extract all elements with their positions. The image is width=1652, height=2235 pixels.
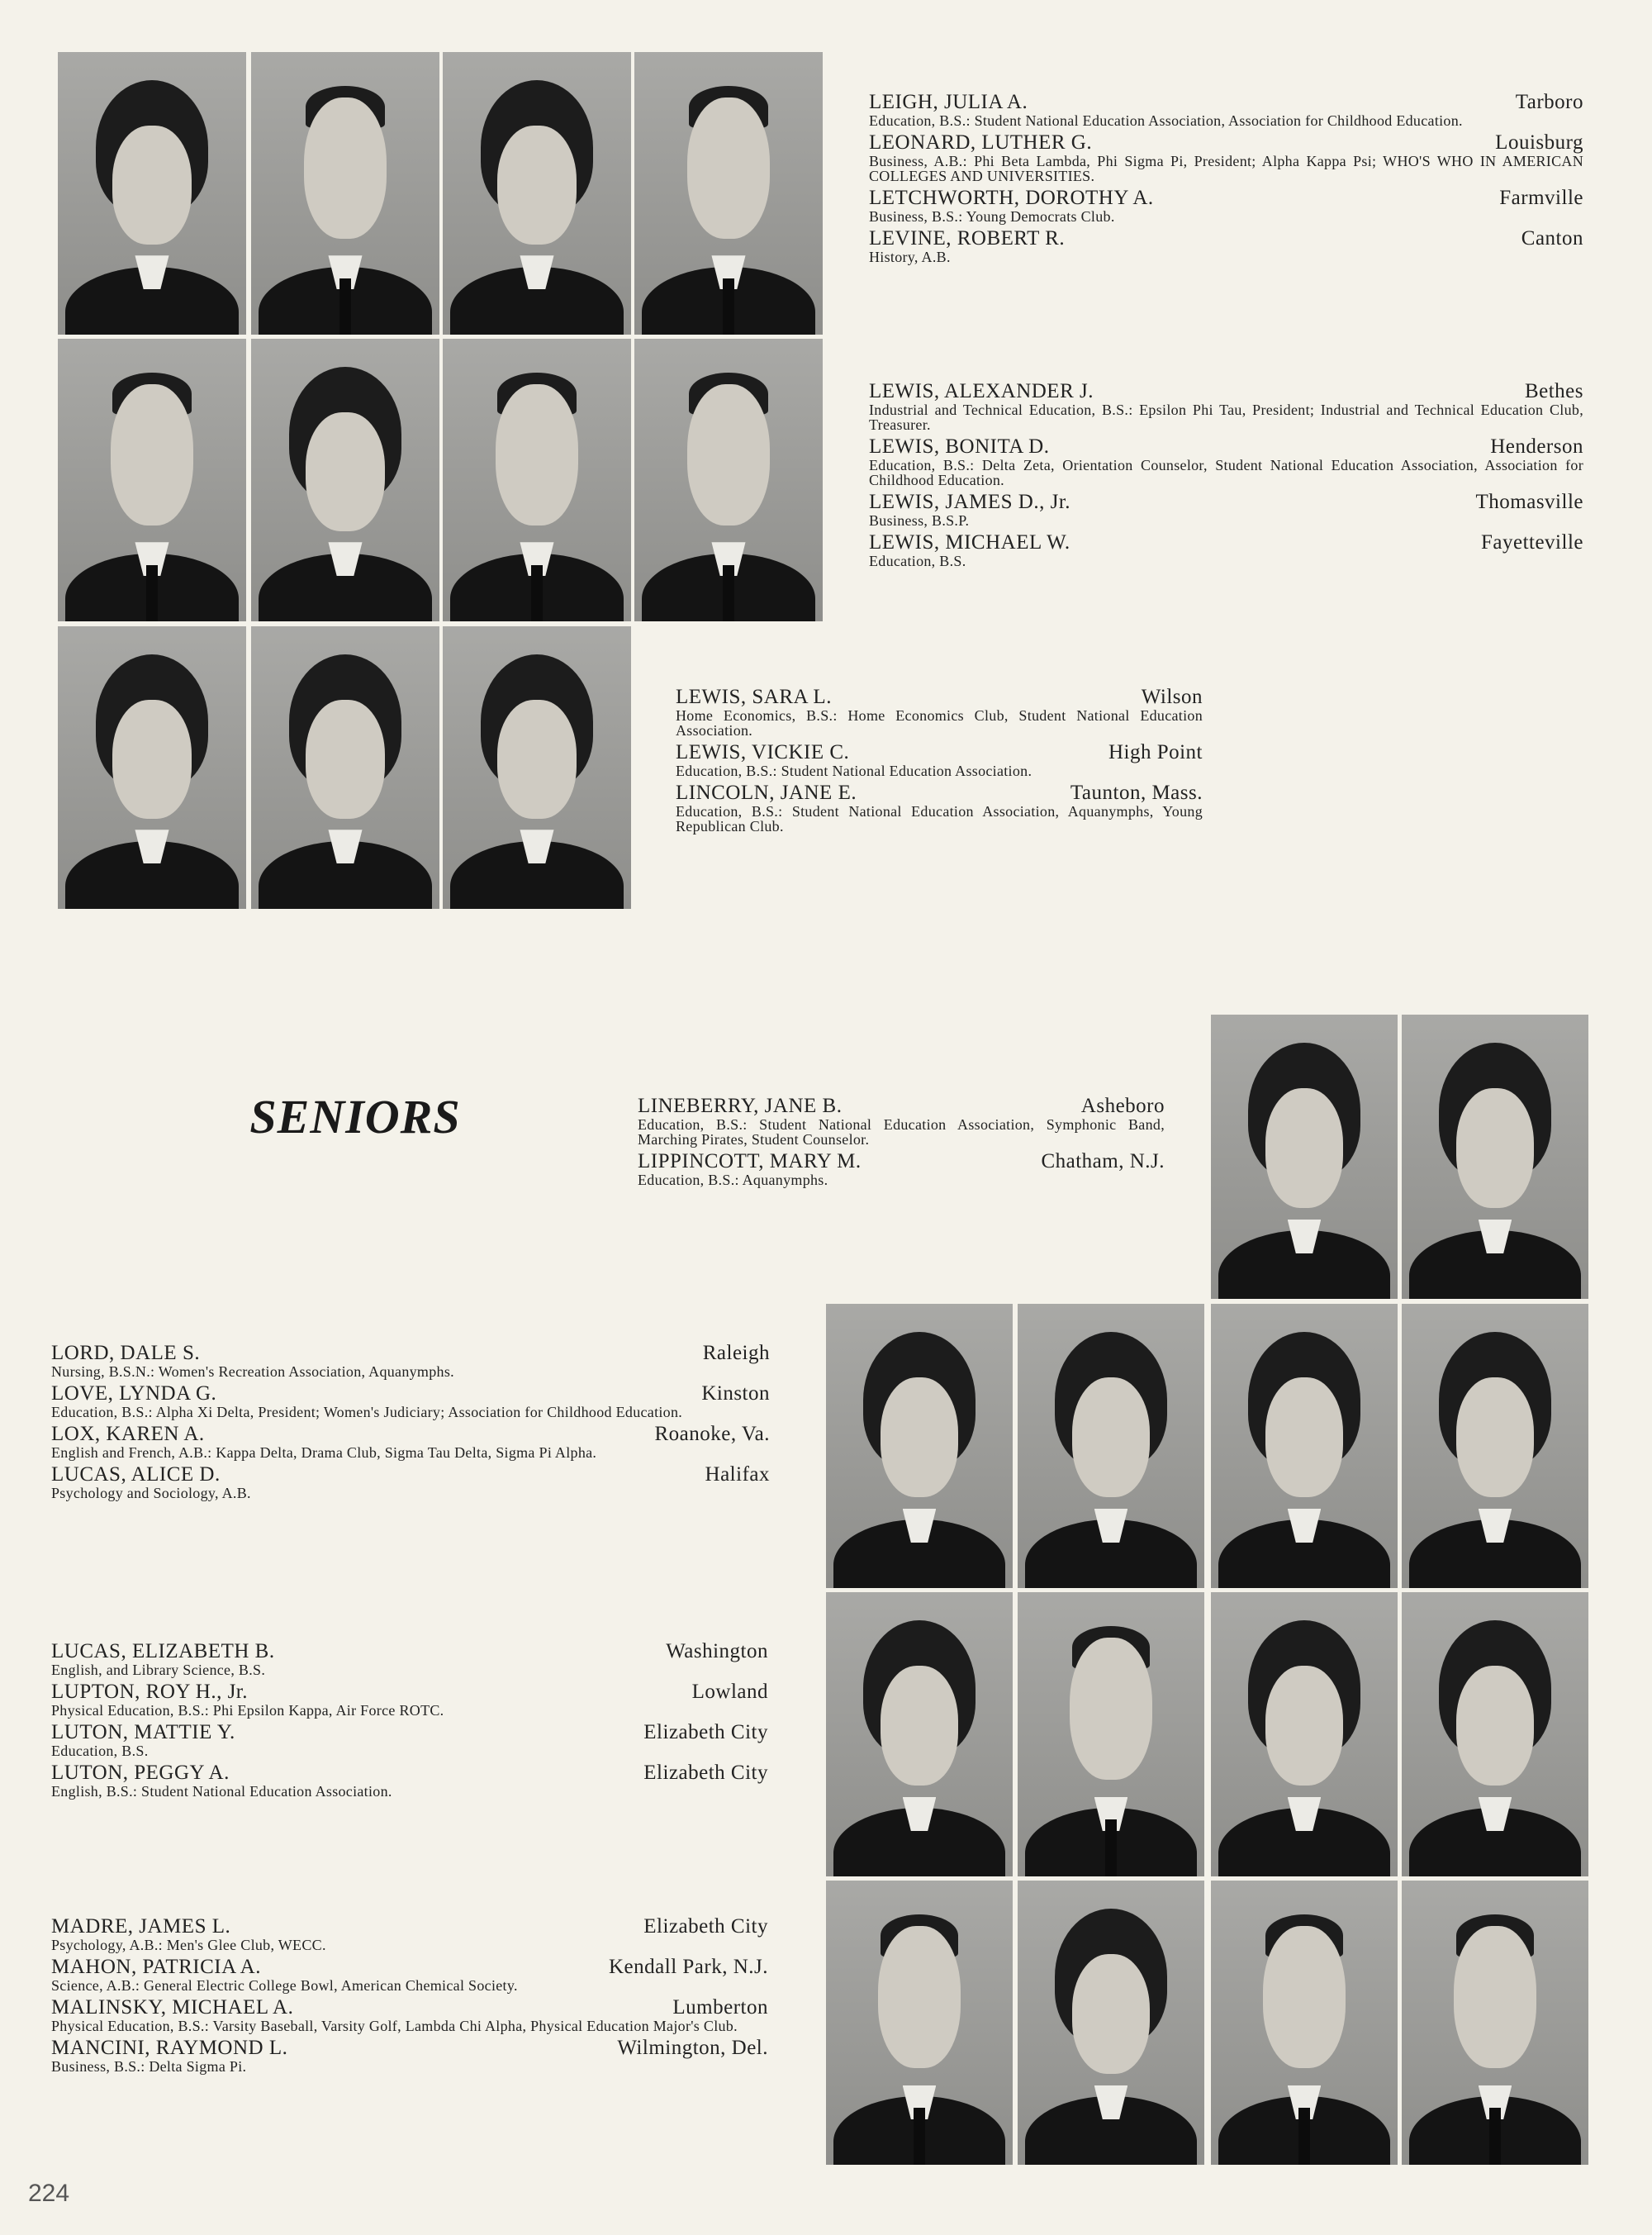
hometown: Canton	[1521, 227, 1583, 250]
hometown: Farmville	[1499, 187, 1583, 209]
student-description: Business, B.S.: Young Democrats Club.	[869, 208, 1115, 225]
tie	[723, 278, 734, 335]
portrait-photo-lewis-bonita	[251, 339, 439, 621]
hometown: Thomasville	[1475, 491, 1583, 513]
student-name: LEWIS, MICHAEL W.	[869, 531, 1070, 554]
face	[881, 1377, 959, 1496]
student-name: MALINSKY, MICHAEL A.	[51, 1996, 294, 2019]
student-name: LOX, KAREN A.	[51, 1423, 205, 1445]
hometown: High Point	[1108, 741, 1203, 763]
roster-entry	[51, 1762, 768, 1799]
student-name: LINCOLN, JANE E.	[676, 782, 857, 804]
portrait-photo-leigh	[58, 52, 246, 335]
face	[1265, 1088, 1344, 1207]
portrait-photo-lippincott	[1402, 1015, 1588, 1299]
student-name: LETCHWORTH, DOROTHY A.	[869, 187, 1154, 209]
face	[1456, 1088, 1535, 1207]
student-description: Education, B.S.	[51, 1743, 149, 1759]
student-description: Education, B.S.: Aquanymphs.	[638, 1172, 828, 1188]
student-description: English, B.S.: Student National Education Association.	[51, 1783, 392, 1800]
student-description: Psychology, A.B.: Men's Glee Club, WECC.	[51, 1937, 326, 1953]
student-name: LEWIS, SARA L.	[676, 686, 832, 708]
roster-entry	[51, 1996, 768, 2033]
roster-entry	[869, 227, 1583, 264]
hometown: Lumberton	[672, 1996, 768, 2019]
student-name: LEIGH, JULIA A.	[869, 91, 1028, 113]
portrait-photo-levine	[634, 52, 823, 335]
roster-block	[638, 1095, 1165, 1191]
portrait-photo-lord	[826, 1304, 1013, 1588]
hometown: Taunton, Mass.	[1070, 782, 1203, 804]
hometown: Halifax	[705, 1463, 770, 1486]
face	[878, 1926, 960, 2068]
hometown: Lowland	[691, 1681, 768, 1703]
student-description: Business, A.B.: Phi Beta Lambda, Phi Sigma Pi, President; Alpha Kappa Psi; WHO'S WHO IN AMERICAN COLLEGES AND UNIVERSITIES.	[869, 153, 1583, 184]
student-description: Education, B.S.: Student National Education Association, Symphonic Band, Marching Pirates, Student Counselor.	[638, 1116, 1165, 1148]
face	[1072, 1377, 1151, 1496]
portrait-photo-mancini	[1402, 1881, 1588, 2165]
student-description: English and French, A.B.: Kappa Delta, Drama Club, Sigma Tau Delta, Sigma Pi Alpha.	[51, 1444, 597, 1461]
tie	[1105, 1819, 1117, 1876]
portrait-photo-malinsky	[1211, 1881, 1398, 2165]
portrait-photo-luton-peggy	[1402, 1592, 1588, 1876]
face	[304, 97, 387, 239]
face	[112, 126, 192, 245]
hometown: Wilson	[1141, 686, 1203, 708]
roster-entry	[638, 1150, 1165, 1187]
hometown: Tarboro	[1515, 91, 1583, 113]
student-description: Science, A.B.: General Electric College Bowl, American Chemical Society.	[51, 1977, 518, 1994]
roster-entry	[51, 1956, 768, 1993]
portrait-photo-lincoln	[443, 626, 631, 909]
roster-entry	[869, 435, 1583, 487]
face	[1456, 1377, 1535, 1496]
tie	[339, 278, 351, 335]
portrait-photo-lox	[1211, 1304, 1398, 1588]
face	[687, 384, 770, 525]
portrait-photo-luton-mattie	[1211, 1592, 1398, 1876]
student-name: LEWIS, BONITA D.	[869, 435, 1050, 458]
student-name: LUCAS, ELIZABETH B.	[51, 1640, 275, 1662]
student-description: Business, B.S.P.	[869, 512, 970, 529]
roster-entry	[51, 1423, 770, 1460]
roster-entry	[51, 1681, 768, 1718]
face	[1265, 1377, 1344, 1496]
portrait-photo-lewis-michael	[634, 339, 823, 621]
face	[1265, 1666, 1344, 1785]
roster-entry	[869, 380, 1583, 432]
roster-entry	[869, 491, 1583, 528]
face	[112, 700, 192, 819]
face	[1072, 1954, 1151, 2073]
face	[497, 126, 577, 245]
student-name: LEWIS, ALEXANDER J.	[869, 380, 1094, 402]
roster-entry	[869, 187, 1583, 224]
student-name: MAHON, PATRICIA A.	[51, 1956, 261, 1978]
portrait-photo-lucas-alice	[1402, 1304, 1588, 1588]
roster-entry	[869, 131, 1583, 183]
roster-entry	[869, 531, 1583, 568]
hometown: Raleigh	[702, 1342, 770, 1364]
portrait-photo-lucas-elizabeth	[826, 1592, 1013, 1876]
student-description: Industrial and Technical Education, B.S.: Epsilon Phi Tau, President; Industrial and Technical Education Club, Treasurer.	[869, 402, 1583, 433]
student-name: LOVE, LYNDA G.	[51, 1382, 217, 1405]
student-description: Education, B.S.	[869, 553, 966, 569]
face	[687, 97, 770, 239]
student-description: Nursing, B.S.N.: Women's Recreation Association, Aquanymphs.	[51, 1363, 454, 1380]
roster-entry	[51, 1463, 770, 1500]
portrait-photo-lewis-james	[443, 339, 631, 621]
roster-entry	[51, 1640, 768, 1677]
face	[306, 412, 385, 531]
student-name: MANCINI, RAYMOND L.	[51, 2037, 288, 2059]
face	[1070, 1638, 1151, 1780]
hometown: Elizabeth City	[643, 1721, 768, 1743]
tie	[723, 565, 734, 621]
portrait-photo-lewis-vickie	[251, 626, 439, 909]
portrait-photo-lewis-sara	[58, 626, 246, 909]
roster-block	[51, 1342, 770, 1504]
student-name: LEONARD, LUTHER G.	[869, 131, 1093, 154]
roster-entry	[51, 2037, 768, 2074]
hometown: Kendall Park, N.J.	[609, 1956, 768, 1978]
student-description: Psychology and Sociology, A.B.	[51, 1485, 251, 1501]
roster-block	[869, 380, 1583, 572]
portrait-photo-lupton	[1018, 1592, 1204, 1876]
hometown: Fayetteville	[1480, 531, 1583, 554]
face	[1456, 1666, 1535, 1785]
face	[881, 1666, 959, 1785]
hometown: Louisburg	[1495, 131, 1583, 154]
roster-entry	[869, 91, 1583, 128]
section-title: SENIORS	[249, 1090, 461, 1144]
student-name: MADRE, JAMES L.	[51, 1915, 231, 1938]
roster-entry	[676, 686, 1203, 738]
roster-entry	[638, 1095, 1165, 1147]
tie	[531, 565, 543, 621]
hometown: Elizabeth City	[643, 1915, 768, 1938]
student-name: LUCAS, ALICE D.	[51, 1463, 221, 1486]
face	[497, 700, 577, 819]
student-name: LUTON, PEGGY A.	[51, 1762, 230, 1784]
hometown: Washington	[666, 1640, 768, 1662]
roster-entry	[51, 1721, 768, 1758]
face	[306, 700, 385, 819]
student-name: LUPTON, ROY H., Jr.	[51, 1681, 248, 1703]
hometown: Wilmington, Del.	[617, 2037, 768, 2059]
student-description: Education, B.S.: Student National Education Association, Association for Childhood Education.	[869, 112, 1463, 129]
roster-entry	[51, 1382, 770, 1419]
student-description: Physical Education, B.S.: Phi Epsilon Kappa, Air Force ROTC.	[51, 1702, 444, 1719]
student-description: English, and Library Science, B.S.	[51, 1662, 266, 1678]
student-name: LEWIS, JAMES D., Jr.	[869, 491, 1071, 513]
student-name: LINEBERRY, JANE B.	[638, 1095, 843, 1117]
student-description: Business, B.S.: Delta Sigma Pi.	[51, 2058, 247, 2075]
hometown: Chatham, N.J.	[1041, 1150, 1165, 1172]
page-number: 224	[28, 2180, 70, 2207]
face	[496, 384, 578, 525]
student-description: Education, B.S.: Student National Education Association.	[676, 763, 1032, 779]
roster-entry	[676, 782, 1203, 834]
face	[111, 384, 193, 525]
hometown: Kinston	[701, 1382, 770, 1405]
student-name: LORD, DALE S.	[51, 1342, 201, 1364]
portrait-photo-leonard	[251, 52, 439, 335]
roster-entry	[51, 1915, 768, 1952]
portrait-photo-letchworth	[443, 52, 631, 335]
portrait-photo-lineberry	[1211, 1015, 1398, 1299]
hometown: Asheboro	[1080, 1095, 1165, 1117]
tie	[1298, 2108, 1310, 2165]
roster-block	[51, 1915, 768, 2077]
roster-block	[51, 1640, 768, 1802]
face	[1263, 1926, 1345, 2068]
portrait-photo-love	[1018, 1304, 1204, 1588]
hometown: Henderson	[1490, 435, 1583, 458]
roster-entry	[51, 1342, 770, 1379]
student-description: Home Economics, B.S.: Home Economics Club, Student National Education Association.	[676, 707, 1203, 739]
tie	[914, 2108, 925, 2165]
tie	[146, 565, 158, 621]
portrait-photo-madre	[826, 1881, 1013, 2165]
roster-block	[676, 686, 1203, 837]
student-name: LUTON, MATTIE Y.	[51, 1721, 235, 1743]
student-name: LEWIS, VICKIE C.	[676, 741, 850, 763]
student-name: LIPPINCOTT, MARY M.	[638, 1150, 862, 1172]
portrait-photo-mahon	[1018, 1881, 1204, 2165]
roster-block	[869, 91, 1583, 268]
face	[1454, 1926, 1536, 2068]
student-name: LEVINE, ROBERT R.	[869, 227, 1066, 250]
hometown: Roanoke, Va.	[654, 1423, 770, 1445]
student-description: Education, B.S.: Student National Education Association, Aquanymphs, Young Republican Club.	[676, 803, 1203, 835]
roster-entry	[676, 741, 1203, 778]
portrait-photo-lewis-alexander	[58, 339, 246, 621]
hometown: Bethes	[1524, 380, 1583, 402]
hometown: Elizabeth City	[643, 1762, 768, 1784]
student-description: History, A.B.	[869, 249, 951, 265]
student-description: Education, B.S.: Delta Zeta, Orientation Counselor, Student National Education Association, Association for Childhood Education.	[869, 457, 1583, 488]
student-description: Physical Education, B.S.: Varsity Baseball, Varsity Golf, Lambda Chi Alpha, Physical Education Major's Club.	[51, 2018, 738, 2034]
student-description: Education, B.S.: Alpha Xi Delta, President; Women's Judiciary; Association for Childhood Education.	[51, 1404, 683, 1420]
tie	[1489, 2108, 1501, 2165]
